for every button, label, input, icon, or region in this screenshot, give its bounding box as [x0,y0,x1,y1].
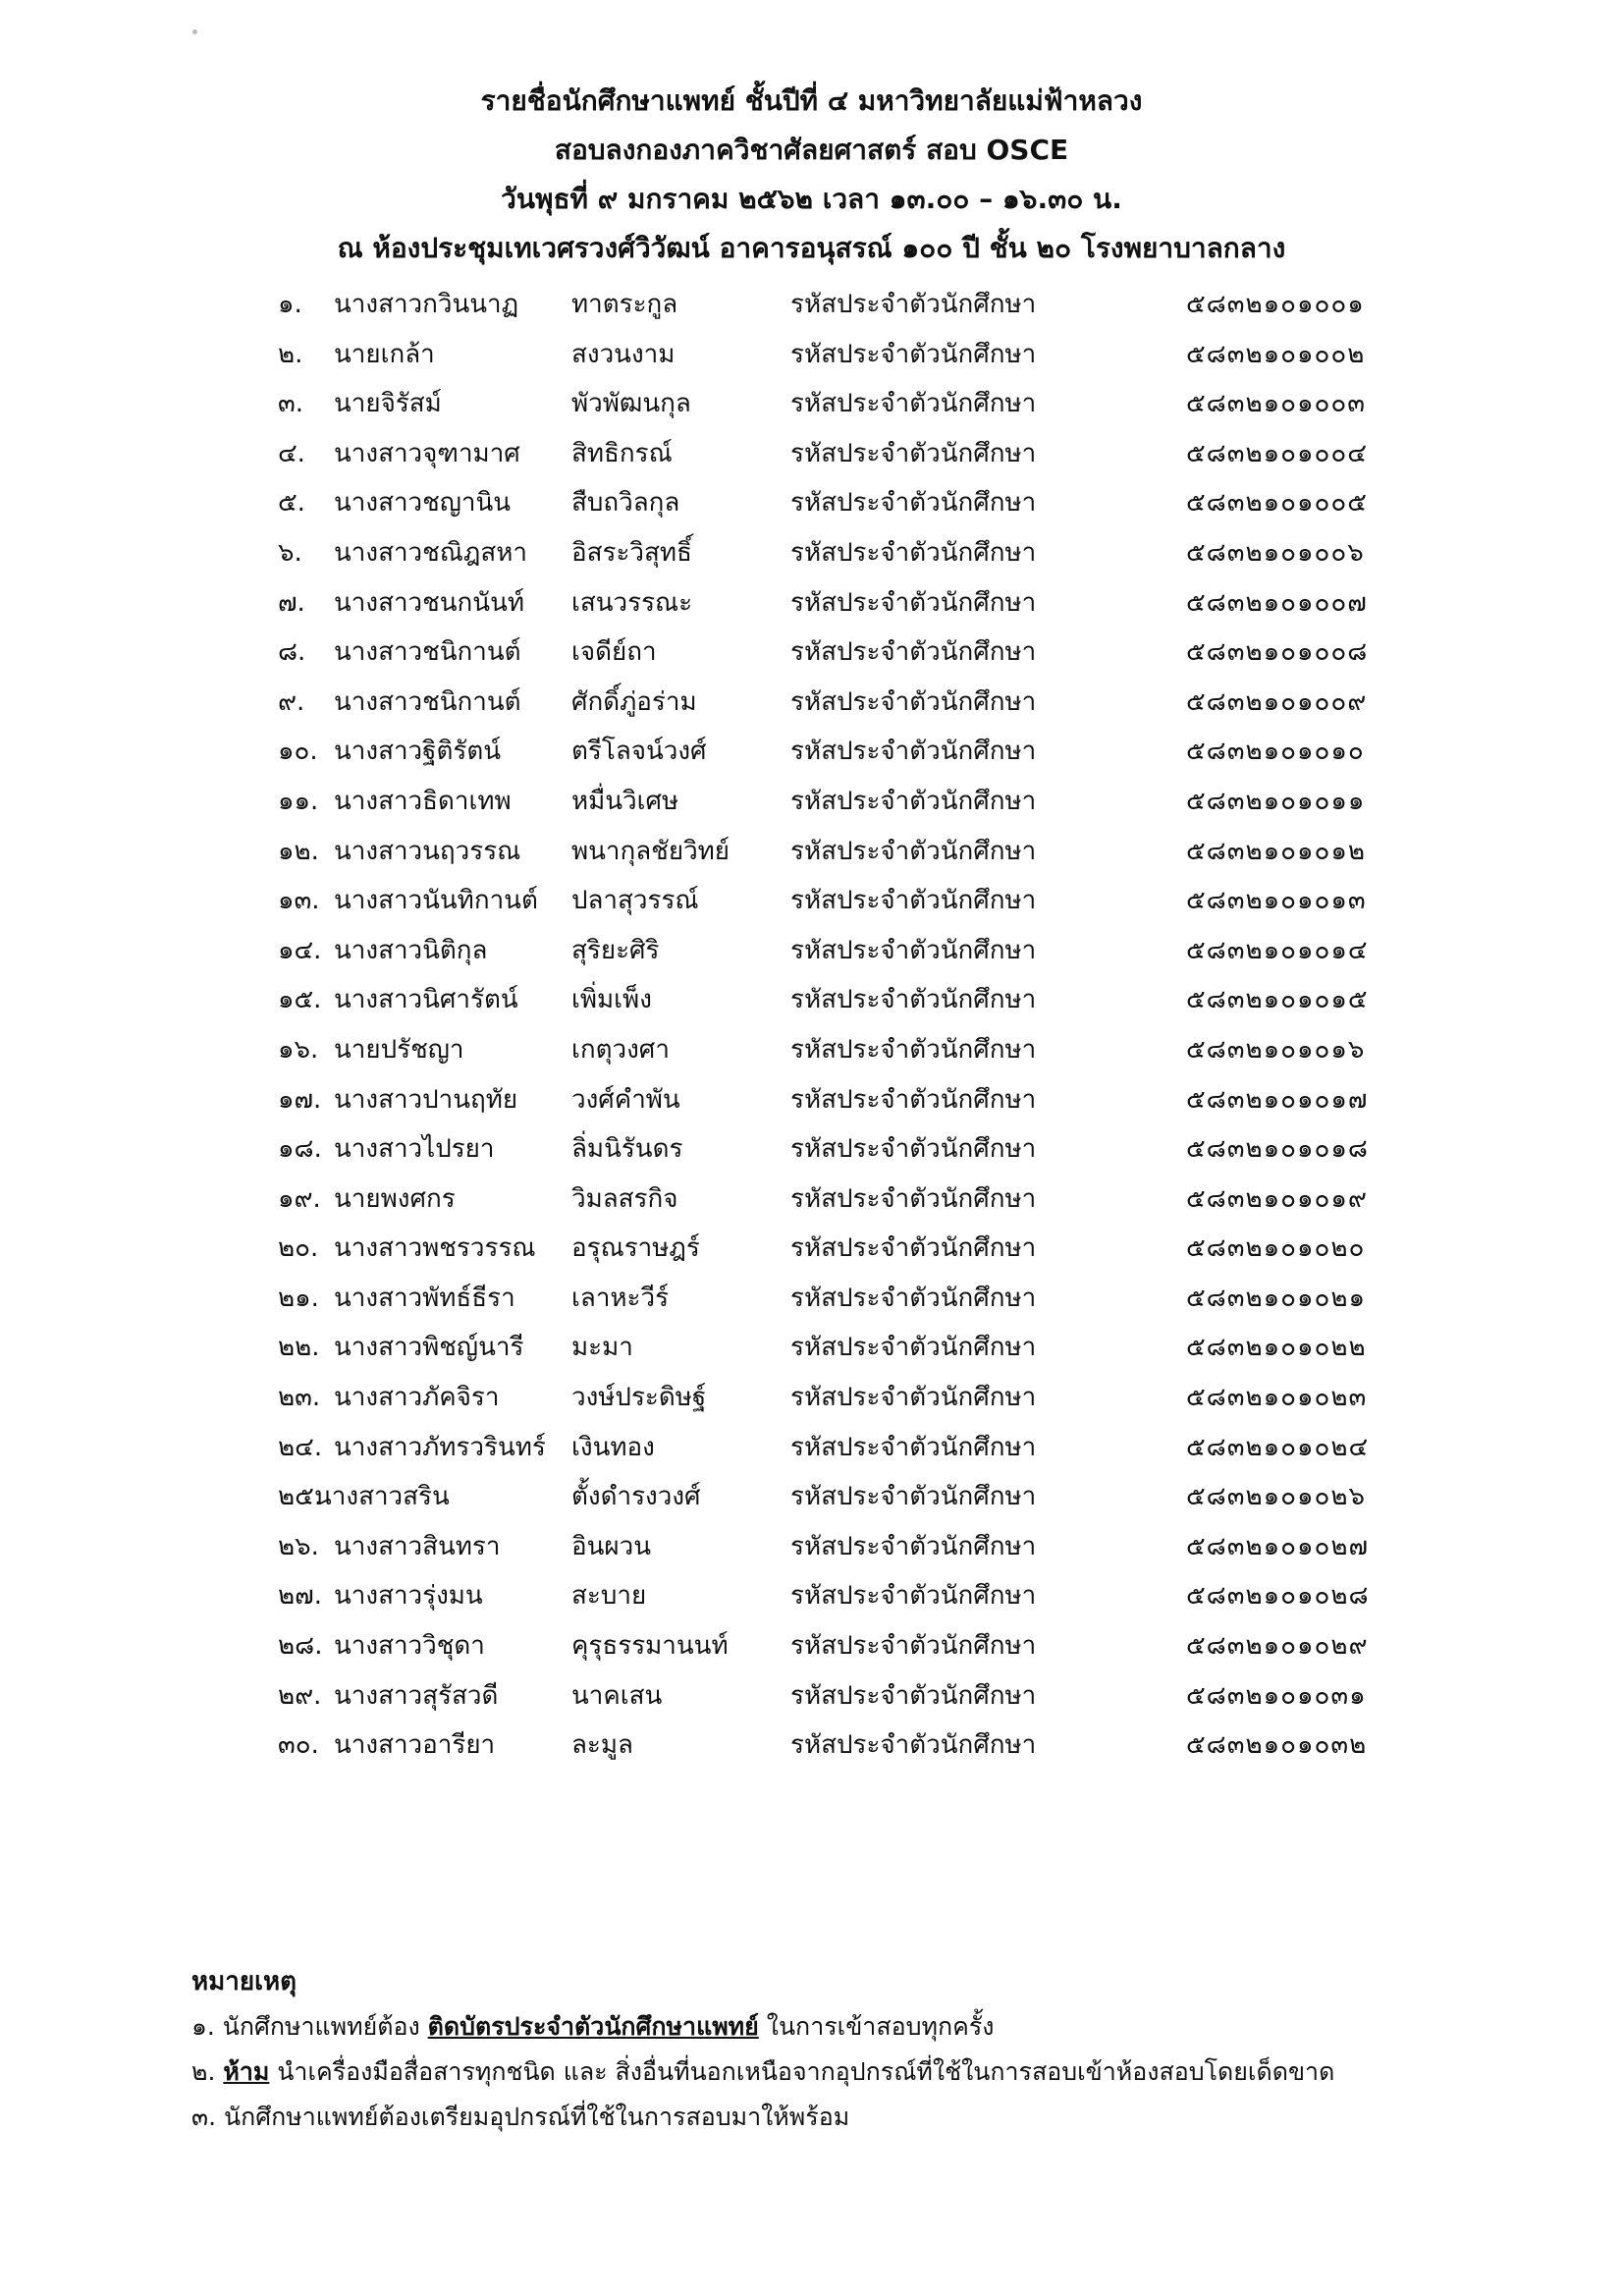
student-number: ๒๘. [278,1631,323,1662]
student-number: ๑๙. [278,1183,321,1214]
student-name: นางสาวสินทรา [334,1531,501,1561]
header-exam: สอบลงกองภาควิชาศัลยศาสตร์ สอบ OSCE [554,134,1069,166]
student-row [0,1373,1623,1423]
student-number: ๑๐. [278,737,318,767]
student-id-label: รหัสประจำตัวนักศึกษา [790,1034,1037,1065]
student-id: ๕๘๓๒๑๐๑๐๐๓ [1186,389,1367,419]
student-id: ๕๘๓๒๑๐๑๐๓๒ [1186,1730,1368,1761]
student-row [0,1075,1623,1125]
student-row [0,429,1623,479]
student-name: นางสาวรุ่งมน [334,1581,483,1612]
student-id: ๕๘๓๒๑๐๑๐๒๗ [1186,1531,1370,1561]
student-id-label: รหัสประจำตัวนักศึกษา [790,686,1037,717]
student-surname: ตรีโลจน์วงศ์ [571,737,707,767]
student-name: นางสาวจุฑามาศ [334,438,520,468]
student-surname: เกตุวงศา [571,1034,670,1065]
student-name: นางสาวภัคจิรา [334,1383,500,1413]
student-id-label: รหัสประจำตัวนักศึกษา [790,886,1037,916]
note-2-suffix: นำเครื่องมือสื่อสารทุกชนิด และ สิ่งอื่นที่นอกเหนือจากอุปกรณ์ที่ใช้ในการสอบเข้าห้องสอบโดยเด็ดขาด [269,2057,1335,2086]
student-name: นางสาวปานฤทัย [334,1084,518,1115]
student-name: นายปรัชญา [334,1034,464,1065]
student-surname: คุรุธรรมานนท์ [571,1631,729,1662]
student-id-label: รหัสประจำตัวนักศึกษา [790,1680,1037,1711]
student-id-label: รหัสประจำตัวนักศึกษา [790,1283,1037,1313]
student-id-label: รหัสประจำตัวนักศึกษา [790,1084,1037,1115]
student-row [0,528,1623,578]
student-number: ๒. [278,339,303,369]
student-number: ๑. [278,290,302,319]
student-id: ๕๘๓๒๑๐๑๐๑๕ [1186,985,1369,1015]
student-id: ๕๘๓๒๑๐๑๐๑๓ [1186,886,1367,916]
student-name: นางสาวพชรวรรณ [334,1233,536,1264]
student-surname: นาคเสน [571,1680,663,1711]
student-id: ๕๘๓๒๑๐๑๐๑๐ [1186,737,1365,767]
document-header [0,77,1623,273]
student-row [0,678,1623,728]
student-number: ๑๖. [278,1034,319,1065]
student-id: ๕๘๓๒๑๐๑๐๓๑ [1186,1680,1367,1711]
student-row [0,1721,1623,1771]
student-surname: พนากุลชัยวิทย์ [571,836,730,866]
student-id: ๕๘๓๒๑๐๑๐๒๑ [1186,1283,1367,1313]
student-id: ๕๘๓๒๑๐๑๐๐๑ [1186,290,1365,319]
student-name: นางสาวฐิติรัตน์ [334,737,501,767]
student-name: นายพงศกร [334,1183,456,1214]
student-id: ๕๘๓๒๑๐๑๐๐๒ [1186,339,1366,369]
student-surname: มะมา [571,1333,633,1363]
student-row [0,727,1623,777]
student-id: ๕๘๓๒๑๐๑๐๑๔ [1186,935,1369,965]
student-id: ๕๘๓๒๑๐๑๐๐๖ [1186,537,1365,568]
student-number: ๓. [278,389,304,419]
student-id: ๕๘๓๒๑๐๑๐๑๑ [1186,786,1366,816]
student-number: ๑๗. [278,1084,322,1115]
student-surname: อินผวน [571,1531,651,1561]
student-id-label: รหัสประจำตัวนักศึกษา [790,1233,1037,1264]
student-number: ๒๖. [278,1531,319,1561]
student-id: ๕๘๓๒๑๐๑๐๐๕ [1186,488,1368,519]
student-name: นางสาวชณิฎสหา [334,537,527,568]
student-number: ๒๐. [278,1233,319,1264]
student-number: ๔. [278,438,305,468]
student-name: นางสาววิชุดา [334,1631,485,1662]
student-row [0,330,1623,380]
student-surname: สิทธิกรณ์ [571,438,673,468]
student-row [0,1671,1623,1722]
student-name: นางสาวพิชญ์นารี [334,1333,524,1363]
student-number: ๑๒. [278,836,319,866]
student-name: นางสาวนิศารัตน์ [334,985,518,1015]
student-id-label: รหัสประจำตัวนักศึกษา [790,1333,1037,1363]
student-row [0,1472,1623,1522]
student-id: ๕๘๓๒๑๐๑๐๐๗ [1186,587,1368,618]
student-id-label: รหัสประจำตัวนักศึกษา [790,1183,1037,1214]
student-row [0,478,1623,528]
student-id-label: รหัสประจำตัวนักศึกษา [790,537,1037,568]
student-number: ๑๓. [278,886,320,916]
student-surname: สงวนงาม [571,339,676,369]
student-id: ๕๘๓๒๑๐๑๐๒๓ [1186,1383,1368,1413]
student-number: ๒๗. [278,1581,322,1612]
student-id: ๕๘๓๒๑๐๑๐๑๘ [1186,1134,1369,1165]
student-number: ๒๔. [278,1432,323,1462]
student-name: นางสาวชนกนันท์ [334,587,524,618]
student-id-label: รหัสประจำตัวนักศึกษา [790,290,1037,319]
student-id: ๕๘๓๒๑๐๑๐๐๘ [1186,637,1369,668]
header-datetime: วันพุธที่ ๙ มกราคม ๒๕๖๒ เวลา ๑๓.๐๐ – ๑๖.๓๐ น. [501,183,1122,215]
student-id: ๕๘๓๒๑๐๑๐๒๒ [1186,1333,1367,1363]
student-surname: วงษ์ประดิษฐ์ [571,1383,707,1413]
student-id-label: รหัสประจำตัวนักศึกษา [790,438,1037,468]
student-id: ๕๘๓๒๑๐๑๐๒๔ [1186,1432,1370,1462]
student-id: ๕๘๓๒๑๐๑๐๑๒ [1186,836,1367,866]
student-name: นางสาวไปรยา [334,1134,495,1165]
student-id: ๕๘๓๒๑๐๑๐๒๖ [1186,1482,1367,1512]
student-id-label: รหัสประจำตัวนักศึกษา [790,1482,1037,1512]
student-name: นางสาวนฤวรรณ [334,836,521,866]
student-surname: ละมูล [571,1730,633,1761]
student-name: นางสาวนันทิกานต์ [334,886,538,916]
note-item-1 [191,2004,1566,2050]
student-id: ๕๘๓๒๑๐๑๐๒๐ [1186,1233,1366,1264]
student-name: นางสาวสริน [314,1482,450,1512]
student-name: นางสาวพัทธ์ธีรา [334,1283,515,1313]
student-row [0,1025,1623,1075]
student-row [0,578,1623,629]
student-row [0,1274,1623,1324]
student-id-label: รหัสประจำตัวนักศึกษา [790,935,1037,965]
student-surname: ทาตระกูล [571,290,678,319]
student-name: นางสาวชนิกานต์ [334,637,521,668]
student-surname: อรุณราษฎร์ [571,1233,700,1264]
student-surname: ปลาสุวรรณ์ [571,886,699,916]
student-row [0,876,1623,926]
student-row [0,1124,1623,1175]
student-surname: เลาหะวีร์ [571,1283,670,1313]
student-row [0,628,1623,678]
student-row [0,975,1623,1025]
student-surname: สะบาย [571,1581,647,1612]
student-number: ๗. [278,587,305,618]
note-1-emphasis: ติดบัตรประจำตัวนักศึกษาแพทย์ [427,2012,759,2041]
student-row [0,1571,1623,1621]
note-1-suffix: ในการเข้าสอบทุกครั้ง [758,2012,995,2041]
student-surname: วงศ์คำพัน [571,1084,680,1115]
student-row [0,280,1623,330]
student-id-label: รหัสประจำตัวนักศึกษา [790,1631,1037,1662]
student-number: ๒๑. [278,1283,319,1313]
student-id-label: รหัสประจำตัวนักศึกษา [790,1134,1037,1165]
student-row [0,1175,1623,1225]
student-number: ๘. [278,637,306,668]
student-row [0,926,1623,976]
student-id: ๕๘๓๒๑๐๑๐๐๙ [1186,686,1368,717]
student-surname: เสนวรรณะ [571,587,693,618]
notes-heading: หมายเหตุ [191,1967,298,1996]
student-id-label: รหัสประจำตัวนักศึกษา [790,389,1037,419]
student-number: ๙. [278,686,305,717]
student-id-label: รหัสประจำตัวนักศึกษา [790,836,1037,866]
student-name: นางสาวธิดาเทพ [334,786,512,816]
student-number: ๑๕. [278,985,322,1015]
student-id-label: รหัสประจำตัวนักศึกษา [790,488,1037,519]
header-location: ณ ห้องประชุมเทเวศรวงศ์วิวัฒน์ อาคารอนุสรณ์ ๑๐๐ ปี ชั้น ๒๐ โรงพยาบาลกลาง [337,232,1286,264]
student-surname: สุริยะศิริ [571,935,660,965]
student-number: ๓๐. [278,1730,319,1761]
note-2-emphasis: ห้าม [223,2057,270,2086]
student-name: นางสาวกวินนาฏ [334,290,519,319]
student-number: ๒๙. [278,1680,322,1711]
student-surname: วิมลสรกิจ [571,1183,678,1214]
student-number: ๑๔. [278,935,322,965]
note-1-prefix: ๑. นักศึกษาแพทย์ต้อง [191,2012,428,2041]
student-id: ๕๘๓๒๑๐๑๐๑๗ [1186,1084,1369,1115]
note-item-2 [191,2050,1566,2095]
note-item-3: ๓. นักศึกษาแพทย์ต้องเตรียมอุปกรณ์ที่ใช้ในการสอบมาให้พร้อม [191,2103,850,2131]
student-id-label: รหัสประจำตัวนักศึกษา [790,1581,1037,1612]
student-row [0,777,1623,827]
student-id-label: รหัสประจำตัวนักศึกษา [790,1730,1037,1761]
student-surname: เงินทอง [571,1432,655,1462]
student-number: ๒๕. [278,1482,323,1512]
student-name: นายเกล้า [334,339,435,369]
student-number: ๑๑. [278,786,319,816]
student-name: นางสาวชญานิน [334,488,512,519]
student-list [0,280,1623,1771]
student-id-label: รหัสประจำตัวนักศึกษา [790,1432,1037,1462]
student-id-label: รหัสประจำตัวนักศึกษา [790,587,1037,618]
student-id-label: รหัสประจำตัวนักศึกษา [790,1383,1037,1413]
student-surname: ลิ่มนิรันดร [571,1134,683,1165]
student-number: ๑๘. [278,1134,322,1165]
student-id: ๕๘๓๒๑๐๑๐๑๙ [1186,1183,1368,1214]
student-id: ๕๘๓๒๑๐๑๐๒๘ [1186,1581,1370,1612]
student-row [0,1621,1623,1671]
student-id-label: รหัสประจำตัวนักศึกษา [790,1531,1037,1561]
student-id-label: รหัสประจำตัวนักศึกษา [790,737,1037,767]
student-name: นางสาวชนิกานต์ [334,686,521,717]
note-2-prefix: ๒. [191,2057,224,2086]
student-id-label: รหัสประจำตัวนักศึกษา [790,339,1037,369]
student-id: ๕๘๓๒๑๐๑๐๒๙ [1186,1631,1369,1662]
student-name: นายจิรัสม์ [334,389,442,419]
student-id-label: รหัสประจำตัวนักศึกษา [790,786,1037,816]
student-surname: ตั้งดำรงวงศ์ [571,1482,701,1512]
header-title: รายชื่อนักศึกษาแพทย์ ชั้นปีที่ ๔ มหาวิทยาลัยแม่ฟ้าหลวง [480,84,1143,117]
student-name: นางสาวนิติกุล [334,935,488,965]
notes-section [191,1959,1566,2140]
student-number: ๒๒. [278,1333,320,1363]
student-name: นางสาวภัทรวรินทร์ [334,1432,546,1462]
student-row [0,1224,1623,1274]
student-number: ๖. [278,537,302,568]
scan-speck [192,29,197,34]
student-row [0,1423,1623,1473]
student-name: นางสาวสุรัสวดี [334,1680,499,1711]
student-surname: เพิ่มเพ็ง [571,985,652,1015]
student-surname: อิสระวิสุทธิ์ [571,537,692,568]
student-row [0,1323,1623,1373]
student-row [0,827,1623,877]
student-surname: พัวพัฒนกุล [571,389,691,419]
student-id-label: รหัสประจำตัวนักศึกษา [790,637,1037,668]
student-id: ๕๘๓๒๑๐๑๐๐๔ [1186,438,1368,468]
student-surname: สืบถวิลกุล [571,488,680,519]
student-surname: ศักดิ์ภู่อร่าม [571,686,697,717]
student-number: ๕. [278,488,305,519]
student-row [0,1522,1623,1572]
student-id: ๕๘๓๒๑๐๑๐๑๖ [1186,1034,1366,1065]
student-id-label: รหัสประจำตัวนักศึกษา [790,985,1037,1015]
student-surname: หมื่นวิเศษ [571,786,679,816]
student-number: ๒๓. [278,1383,321,1413]
student-name: นางสาวอารียา [334,1730,496,1761]
student-row [0,379,1623,429]
student-surname: เจดีย์ถา [571,637,657,668]
